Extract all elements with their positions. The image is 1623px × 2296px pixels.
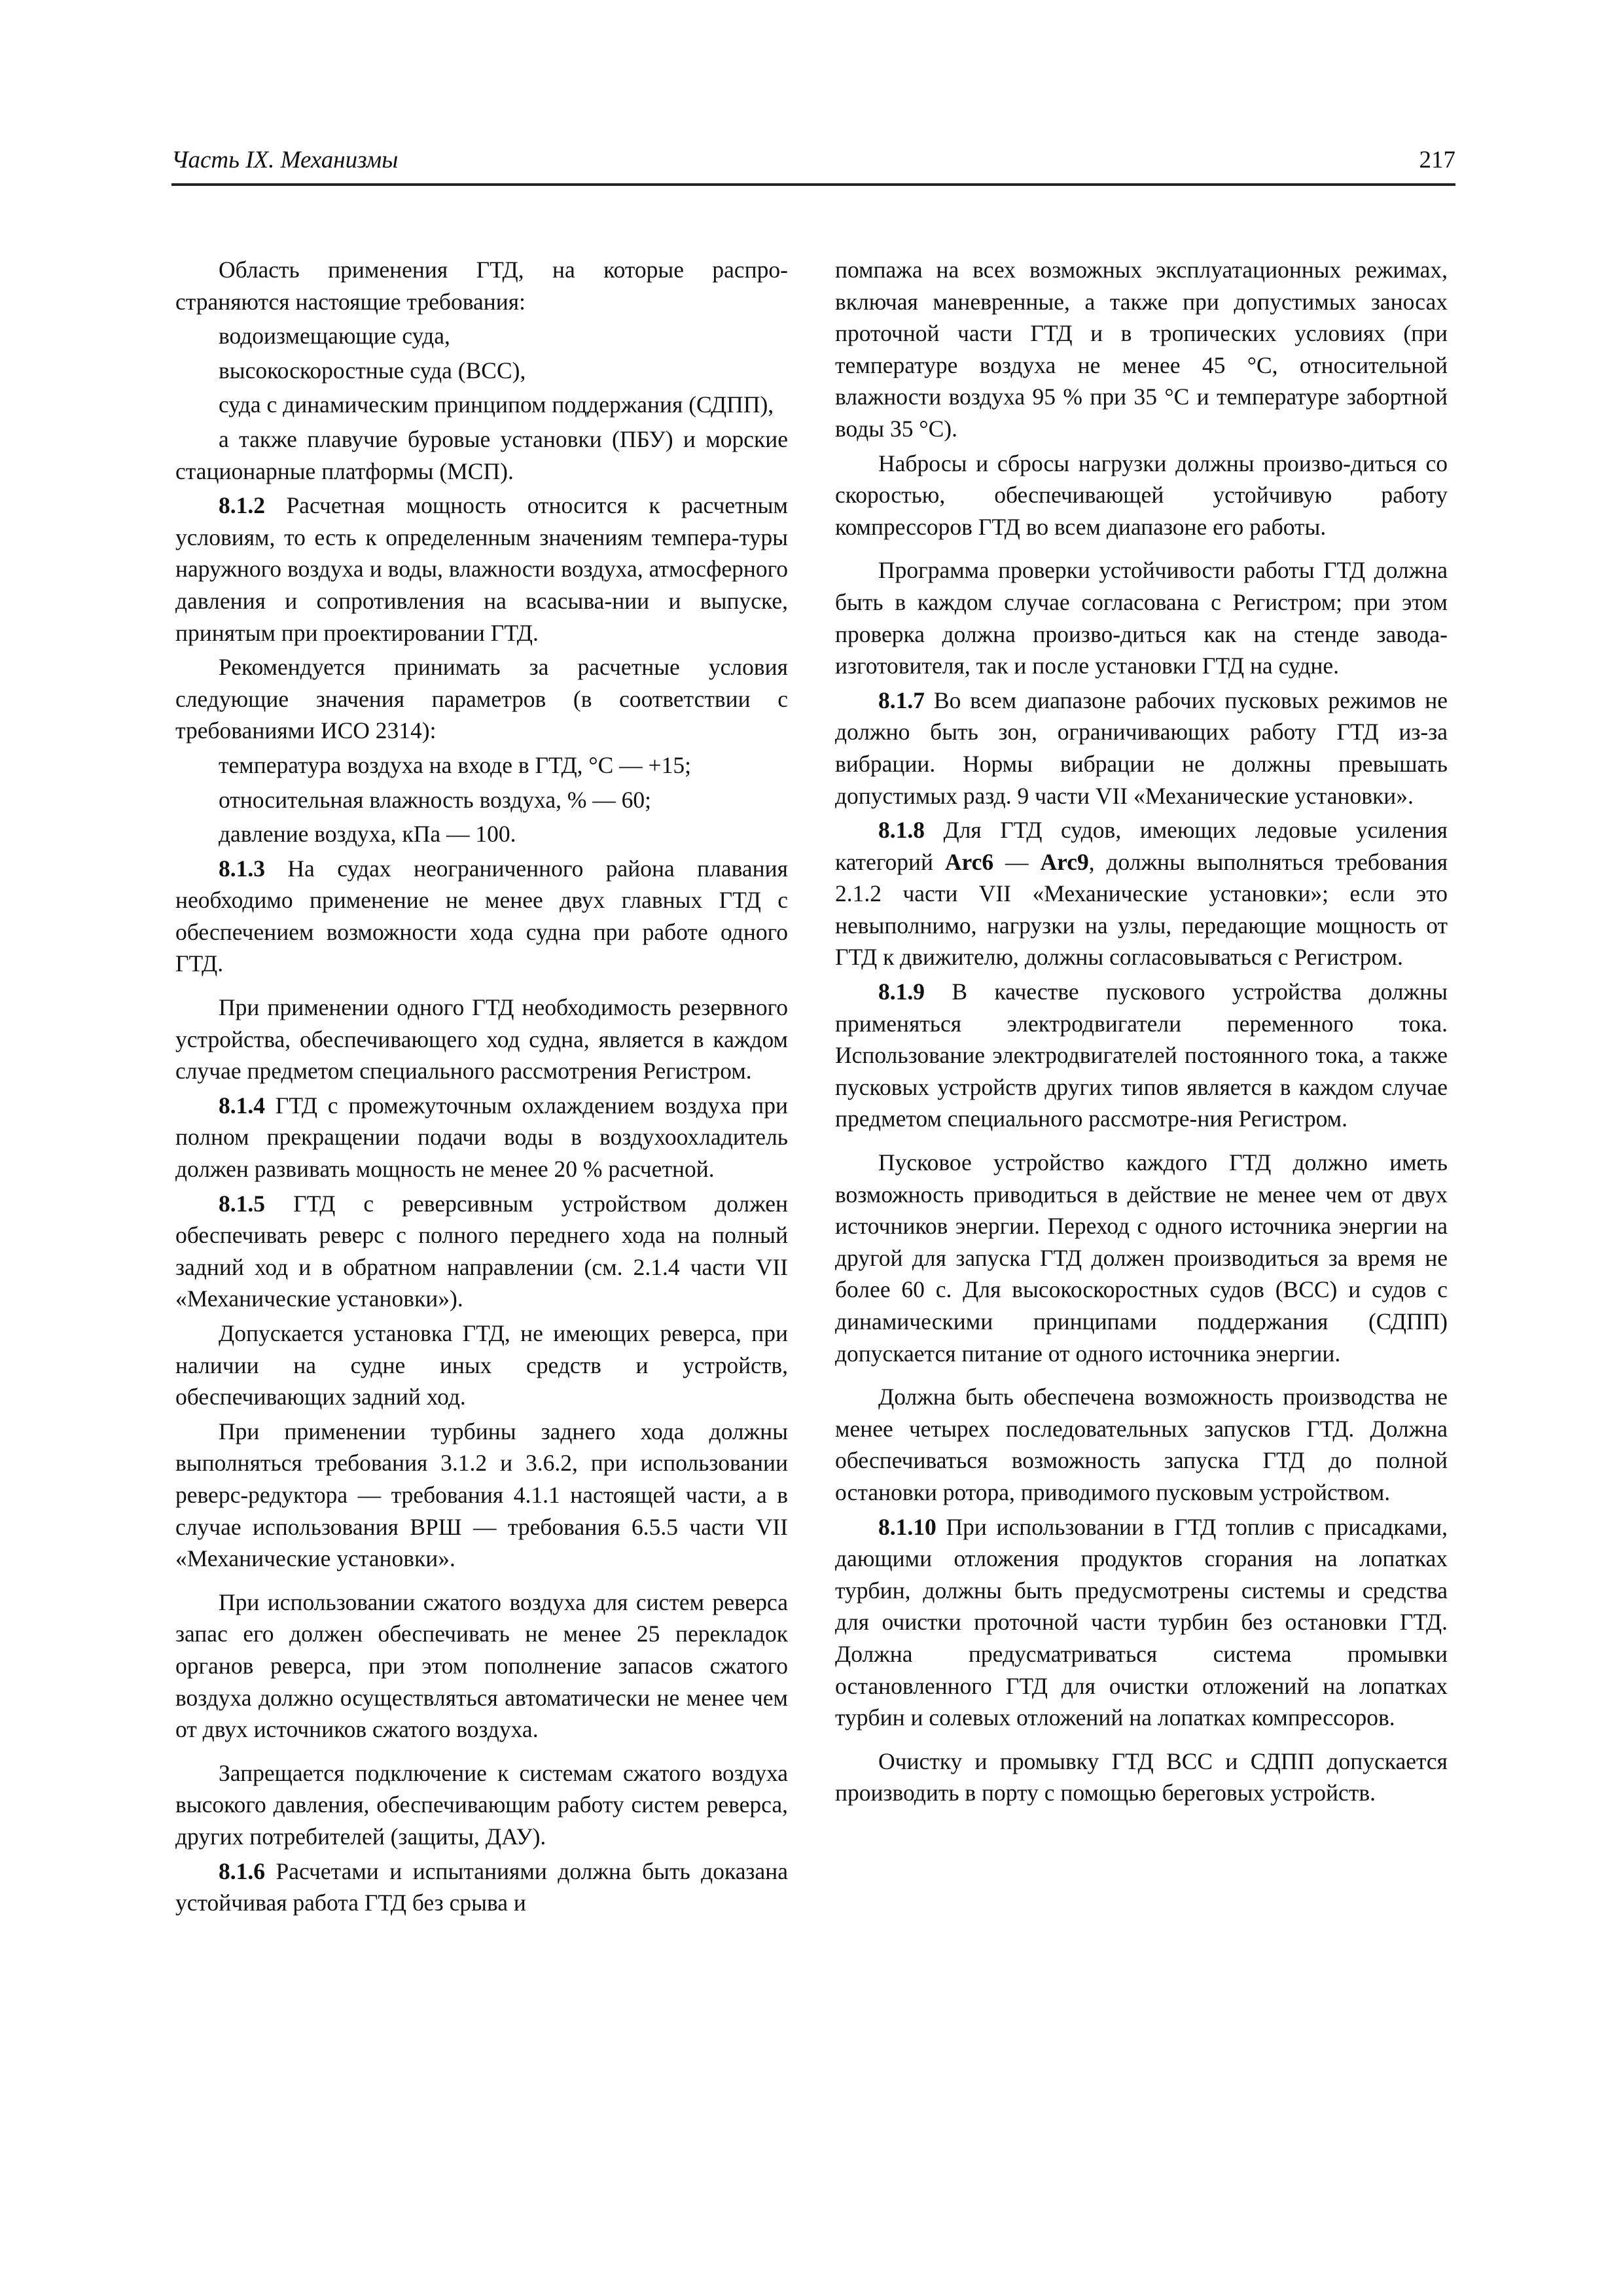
ice-class-arc6: Arc6: [944, 848, 994, 875]
section-text: Для ГТД судов, имеющих ледовые усиления категорий: [835, 817, 1448, 875]
right-column: [835, 254, 1448, 1812]
section-8-1-7: [835, 685, 1448, 812]
section-8-1-6: [175, 1856, 788, 1919]
paragraph: Программа проверки устойчивости работы ГТД должна быть в каждом случае согласована с Регистром; при этом проверка должна произво-диться как на стенде завода-изготовителя, так и после установки ГТД на судне.: [835, 557, 1448, 679]
paragraph: Область применения ГТД, на которые распро-страняются настоящие требования:: [175, 257, 788, 315]
section-number: 8.1.5: [219, 1190, 265, 1217]
list-item: высокоскоростные суда (ВСС),: [219, 357, 526, 384]
section-number: 8.1.10: [878, 1513, 936, 1540]
paragraph: При применении одного ГТД необходимость резервного устройства, обеспечивающего ход судна, является в каждом случае предметом специального рассмотрения Регистром.: [175, 994, 788, 1085]
paragraph: а также плавучие буровые установки (ПБУ) и морские стационарные платформы (МСП).: [175, 425, 788, 484]
section-number: 8.1.3: [219, 855, 265, 882]
paragraph: суда с динамическим принципом поддержания (СДПП),: [219, 391, 774, 418]
paragraph: Набросы и сбросы нагрузки должны произво-диться со скоростью, обеспечивающей устойчивую работу компрессоров ГТД во всем диапазоне его работы.: [835, 450, 1448, 540]
section-8-1-4: [175, 1090, 788, 1185]
list-item: относительная влажность воздуха, % — 60;: [219, 786, 652, 813]
page-number: 217: [1419, 147, 1455, 173]
part-title: Часть IX. Механизмы: [171, 147, 399, 173]
left-column: [175, 254, 788, 1922]
paragraph-continued: помпажа на всех возможных эксплуатационных режимах, включая маневренные, а также при допустимых заносах проточной части ГТД и в тропических условиях (при температуре воздуха не менее 45 °C, относительной влажности воздуха 95 % при 35 °C и температуре забортной воды 35 °C).: [835, 257, 1448, 442]
paragraph: Должна быть обеспечена возможность производства не менее четырех последовательных запусков ГТД. Должна обеспечиваться возможность запуска ГТД до полной остановки ротора, приводимого пусковым устройством.: [835, 1384, 1448, 1505]
ice-class-arc9: Arc9: [1040, 848, 1089, 875]
list-item: водоизмещающие суда,: [219, 323, 450, 350]
section-8-1-3: [175, 853, 788, 980]
section-number: 8.1.8: [878, 817, 925, 844]
section-text: ГТД с промежуточным охлаждением воздуха при полном прекращении подачи воды в воздухоохладитель должен развивать мощность не менее 20 % расчетной.: [175, 1092, 788, 1183]
section-number: 8.1.9: [878, 978, 925, 1005]
paragraph: Очистку и промывку ГТД ВСС и СДПП допускается производить в порту с помощью береговых устройств.: [835, 1748, 1448, 1806]
section-number: 8.1.7: [878, 687, 925, 713]
dash: —: [1005, 848, 1029, 875]
section-text: , должны выполняться требования 2.1.2 части VII «Механические установки»; если это невыполнимо, нагрузки на узлы, передающие мощность от ГТД к движителю, должны согласовываться с Регистром.: [835, 848, 1448, 971]
section-number: 8.1.4: [219, 1092, 265, 1119]
paragraph: Допускается установка ГТД, не имеющих реверса, при наличии на судне иных средств и устройств, обеспечивающих задний ход.: [175, 1320, 788, 1410]
paragraph: Запрещается подключение к системам сжатого воздуха высокого давления, обеспечивающим работу систем реверса, других потребителей (защиты, ДАУ).: [175, 1759, 788, 1850]
paragraph: При применении турбины заднего хода должны выполняться требования 3.1.2 и 3.6.2, при использовании реверс-редуктора — требования 4.1.1 настоящей части, а в случае использования ВРШ — требования 6.5.5 части VII «Механические установки».: [175, 1418, 788, 1572]
running-header: [171, 145, 1455, 186]
section-8-1-2: [175, 490, 788, 649]
section-text: Расчетами и испытаниями должна быть доказана устойчивая работа ГТД без срыва и: [175, 1857, 788, 1916]
section-8-1-5: [175, 1188, 788, 1315]
paragraph: Рекомендуется принимать за расчетные условия следующие значения параметров (в соответствии с требованиями ИСО 2314):: [175, 654, 788, 744]
section-text: При использовании в ГТД топлив с присадками, дающими отложения продуктов сгорания на лопатках турбин, должны быть предусмотрены системы и средства для очистки проточной части турбин без остановки ГТД. Должна предусматриваться система промывки остановленного ГТД для очистки отложений на лопатках турбин и солевых отложений на лопатках компрессоров.: [835, 1513, 1448, 1731]
list-item: температура воздуха на входе в ГТД, °C — +15;: [219, 751, 691, 778]
section-text: Во всем диапазоне рабочих пусковых режимов не должно быть зон, ограничивающих работу ГТД из-за вибрации. Нормы вибрации не должны превышать допустимых разд. 9 части VII «Механические установки».: [835, 687, 1448, 809]
list-item: давление воздуха, кПа — 100.: [219, 821, 516, 848]
section-text: ГТД с реверсивным устройством должен обеспечивать реверс с полного переднего хода на полный задний ход и в обратном направлении (см. 2.1.4 части VII «Механические установки»).: [175, 1190, 789, 1312]
section-number: 8.1.2: [219, 492, 265, 519]
section-8-1-8: [835, 814, 1448, 973]
section-8-1-10: [835, 1511, 1448, 1734]
section-text: Расчетная мощность относится к расчетным условиям, то есть к определенным значениям темпера-туры наружного воздуха и воды, влажности воздуха, атмосферного давления и сопротивления на всасыва-нии и выпуске, принятым при проектировании ГТД.: [175, 492, 789, 646]
section-text: На судах неограниченного района плавания необходимо применение не менее двух главных ГТД с обеспечением возможности хода судна при работе одного ГТД.: [175, 855, 788, 977]
section-text: В качестве пускового устройства должны применяться электродвигатели переменного тока. Использование электродвигателей постоянного тока, а также пусковых устройств других типов является в каждом случае предметом специального рассмотре-ния Регистром.: [835, 978, 1448, 1132]
paragraph: При использовании сжатого воздуха для систем реверса запас его должен обеспечивать не менее 25 перекладок органов реверса, при этом пополнение запасов сжатого воздуха должно осуществляться автоматически не менее чем от двух источников сжатого воздуха.: [175, 1588, 788, 1743]
paragraph: Пусковое устройство каждого ГТД должно иметь возможность приводиться в действие не менее чем от двух источников энергии. Переход с одного источника энергии на другой для запуска ГТД должен производиться за время не более 60 с. Для высокоскоростных судов (ВСС) и судов с динамическими принципами поддержания (СДПП) допускается питание от одного источника энергии.: [835, 1149, 1448, 1367]
section-number: 8.1.6: [219, 1857, 265, 1884]
section-8-1-9: [835, 976, 1448, 1135]
